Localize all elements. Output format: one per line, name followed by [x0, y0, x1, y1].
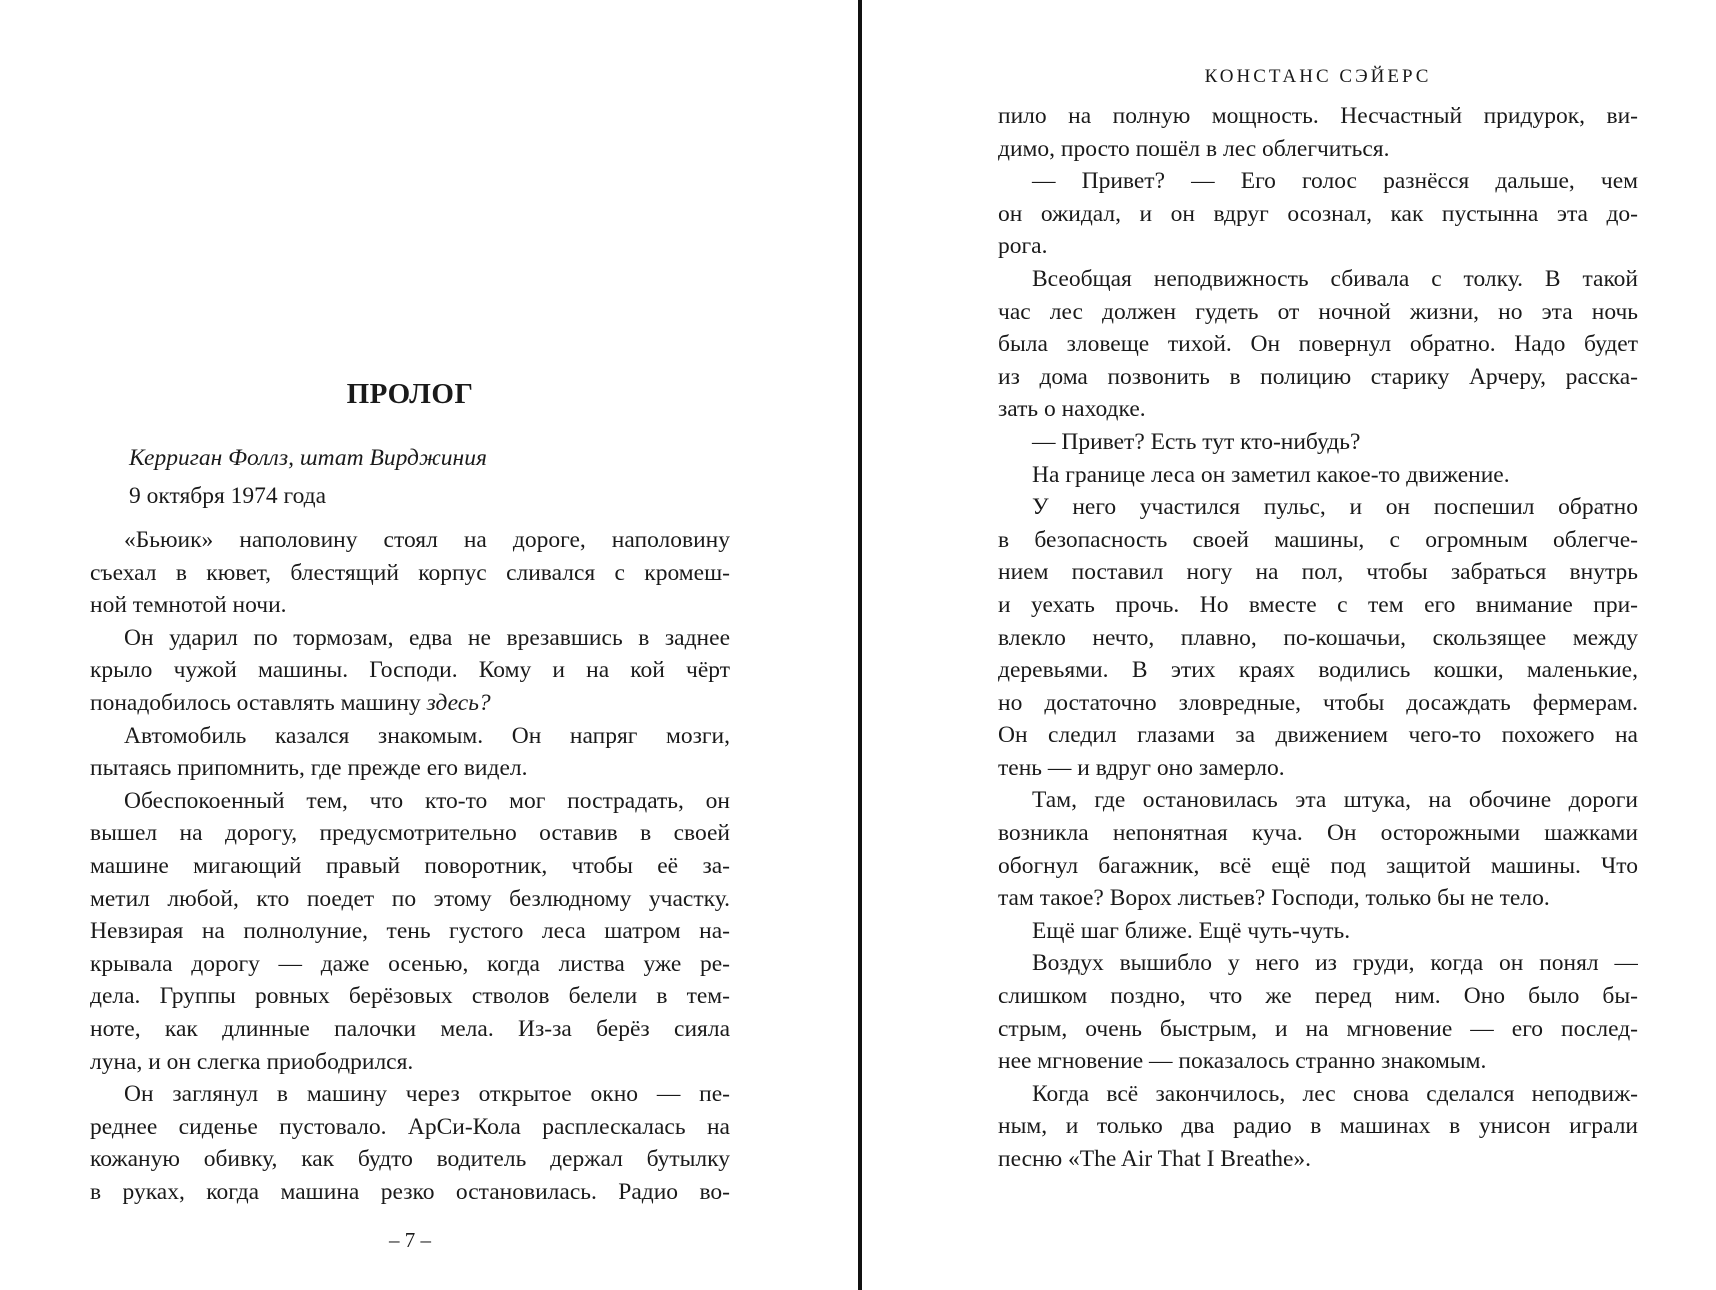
text-line: луна, и он слегка приободрился.: [90, 1048, 414, 1075]
text-line: реднее сиденье пустовало. АрСи-Кола расплескалась на: [90, 1113, 730, 1140]
text-line: ноте, как длинные палочки мела. Из-за берёз сияла: [90, 1015, 730, 1042]
text-line: влекло нечто, плавно, по-кошачьи, скользящее между: [998, 624, 1638, 651]
running-header: КОНСТАНС СЭЙЕРС: [1204, 66, 1432, 87]
text-line: в безопасность своей машины, с огромным облегче-: [998, 526, 1638, 553]
text-line: дела. Группы ровных берёзовых стволов белели в тем-: [90, 983, 730, 1010]
text-line: он ожидал, и он вдруг осознал, как пустынна эта до-: [998, 200, 1638, 227]
text-line: Ещё шаг ближе. Ещё чуть-чуть.: [1032, 917, 1351, 944]
text-line: нием поставил ногу на пол, чтобы забраться внутрь: [998, 559, 1638, 586]
book-spine: [858, 0, 862, 1290]
text-line: димо, просто пошёл в лес облегчиться.: [998, 135, 1390, 162]
text-line: Он заглянул в машину через открытое окно — пе-: [124, 1081, 730, 1108]
text-line: — Привет? Есть тут кто-нибудь?: [1032, 428, 1361, 455]
text-line: «Бьюик» наполовину стоял на дороге, наполовину: [124, 527, 730, 553]
text-line: возникла непонятная куча. Он осторожными шажками: [998, 820, 1638, 847]
text-line: час лес должен гудеть от ночной жизни, но эта ночь: [998, 298, 1638, 325]
text-line: Всеобщая неподвижность сбивала с толку. В такой: [1032, 265, 1638, 292]
text-line: машине мигающий правый поворотник, чтобы её за-: [90, 852, 730, 879]
page-number: – 7 –: [389, 1228, 431, 1252]
text-line: пило на полную мощность. Несчастный придурок, ви-: [998, 103, 1638, 129]
text-line: рога.: [998, 233, 1048, 260]
text-line: пытаясь припомнить, где прежде его видел.: [90, 755, 528, 782]
text-line: Там, где остановилась эта штука, на обочине дороги: [1032, 787, 1638, 814]
chapter-date: 9 октября 1974 года: [129, 483, 327, 509]
text-line: в руках, когда машина резко остановилась. Радио во-: [90, 1178, 730, 1205]
text-line: метил любой, кто поедет по этому безлюдному участку.: [90, 885, 730, 912]
right-page: [864, 0, 1716, 1290]
text-line: Воздух вышибло у него из груди, когда он понял —: [1032, 950, 1638, 977]
text-line: Когда всё закончилось, лес снова сделался неподвиж-: [1032, 1080, 1638, 1107]
text-line: У него участился пульс, и он поспешил обратно: [1032, 494, 1638, 521]
text-line: вышел на дорогу, предусмотрительно оставив в своей: [90, 820, 730, 847]
text-line: понадобилось оставлять машину здесь?: [90, 689, 491, 716]
text-line: крыло чужой машины. Господи. Кому и на кой чёрт: [90, 657, 730, 684]
text-line: зать о находке.: [998, 396, 1146, 423]
text-line: там такое? Ворох листьев? Господи, только бы не тело.: [998, 885, 1550, 912]
left-body-text: [90, 524, 730, 1208]
text-line: Он ударил по тормозам, едва не врезавшись в заднее: [124, 624, 730, 651]
text-line: деревьями. В этих краях водились кошки, маленькие,: [998, 657, 1638, 684]
text-line: из дома позвонить в полицию старику Арчеру, расска-: [998, 363, 1638, 390]
text-line: Невзирая на полнолуние, тень густого леса шатром на-: [90, 918, 730, 945]
text-line: ным, и только два радио в машинах в унисон играли: [998, 1113, 1638, 1140]
text-line: Автомобиль казался знакомым. Он напряг мозги,: [124, 722, 730, 749]
text-line: слишком поздно, что же перед ним. Оно было бы-: [998, 983, 1638, 1010]
text-line: была зловеще тихой. Он повернул обратно. Надо будет: [998, 331, 1638, 358]
text-line: Обеспокоенный тем, что кто-то мог пострадать, он: [124, 787, 730, 814]
chapter-place: Керриган Фоллз, штат Вирджиния: [129, 445, 487, 471]
right-body-text: [998, 100, 1638, 1176]
text-line: На границе леса он заметил какое-то движение.: [1032, 461, 1510, 488]
text-line: и уехать прочь. Но вместе с тем его внимание при-: [998, 591, 1638, 618]
text-line: Он следил глазами за движением чего-то похожего на: [998, 722, 1638, 749]
text-line: стрым, очень быстрым, и на мгновение — его послед-: [998, 1015, 1638, 1042]
text-line: кожаную обивку, как будто водитель держал бутылку: [90, 1146, 730, 1173]
text-line: обогнул багажник, всё ещё под защитой машины. Что: [998, 852, 1638, 879]
text-line: песню «The Air That I Breathe».: [998, 1146, 1312, 1172]
text-line: нее мгновение — показалось странно знакомым.: [998, 1048, 1487, 1075]
text-line: — Привет? — Его голос разнёсся дальше, чем: [1032, 168, 1638, 195]
text-line: тень — и вдруг оно замерло.: [998, 754, 1285, 781]
text-line: съехал в кювет, блестящий корпус сливался с кромеш-: [90, 559, 730, 586]
text-line: но достаточно зловредные, чтобы досаждать фермерам.: [998, 689, 1638, 716]
text-line: ной темнотой ночи.: [90, 592, 287, 619]
text-line: крывала дорогу — даже осенью, когда листва уже ре-: [90, 950, 730, 977]
chapter-title: ПРОЛОГ: [346, 378, 474, 410]
